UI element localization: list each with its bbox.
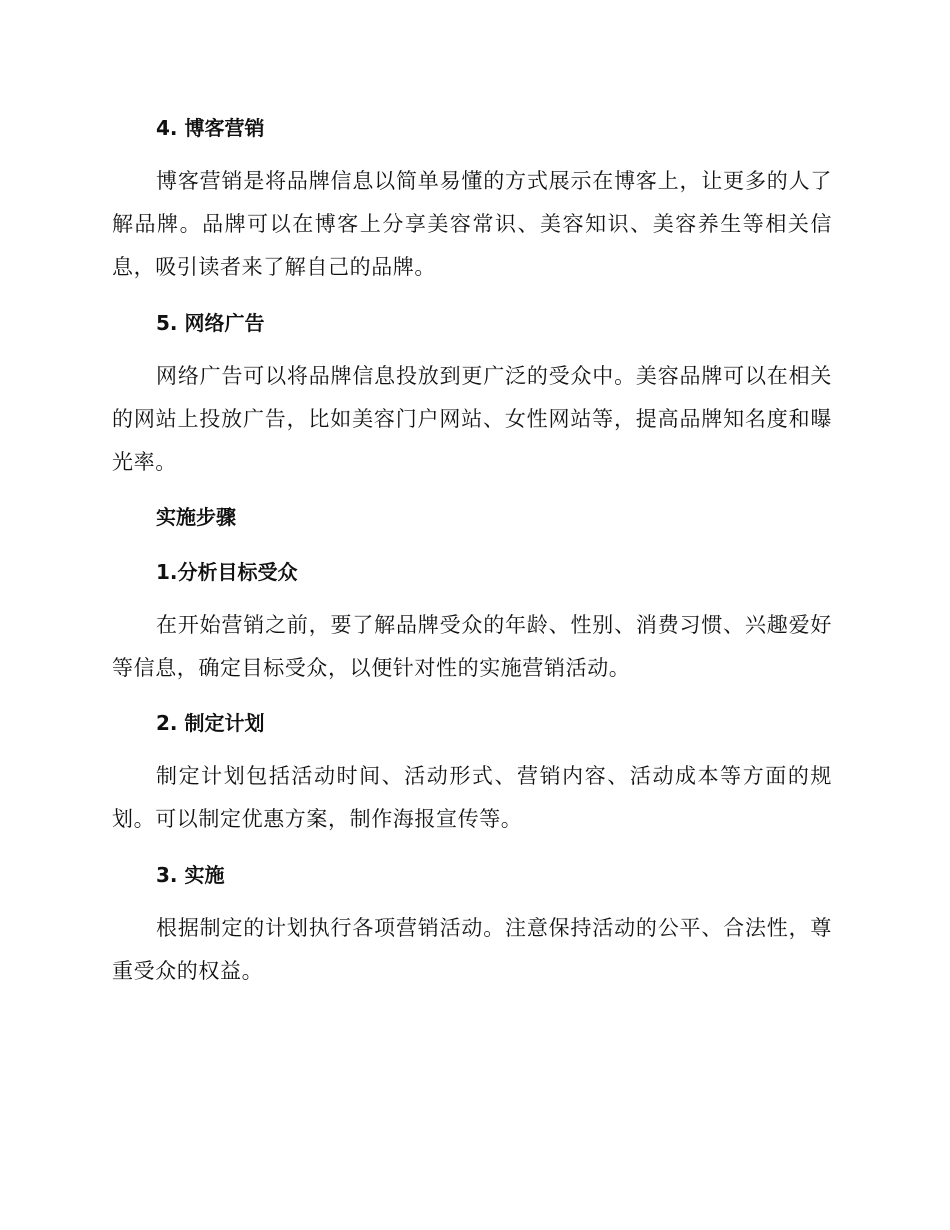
section-paragraph-analyze-audience: 在开始营销之前，要了解品牌受众的年龄、性别、消费习惯、兴趣爱好等信息，确定目标受众，以便针对性的实施营销活动。 [112,613,832,680]
section-paragraph-make-plan: 制定计划包括活动时间、活动形式、营销内容、活动成本等方面的规划。可以制定优惠方案，制作海报宣传等。 [112,764,832,831]
section-heading-online-ads: 5. 网络广告 [156,311,265,335]
section-heading-execute: 3. 实施 [156,863,225,887]
section-heading-implementation-steps: 实施步骤 [156,505,236,529]
section-heading-blog-marketing: 4. 博客营销 [156,116,265,140]
section-heading-analyze-audience: 1.分析目标受众 [156,560,298,584]
section-heading-make-plan: 2. 制定计划 [156,711,265,735]
section-paragraph-blog-marketing: 博客营销是将品牌信息以简单易懂的方式展示在博客上，让更多的人了解品牌。品牌可以在博客上分享美容常识、美容知识、美容养生等相关信息，吸引读者来了解自己的品牌。 [112,169,832,279]
section-paragraph-execute: 根据制定的计划执行各项营销活动。注意保持活动的公平、合法性，尊重受众的权益。 [112,916,832,983]
section-paragraph-online-ads: 网络广告可以将品牌信息投放到更广泛的受众中。美容品牌可以在相关的网站上投放广告，比如美容门户网站、女性网站等，提高品牌知名度和曝光率。 [112,364,832,474]
